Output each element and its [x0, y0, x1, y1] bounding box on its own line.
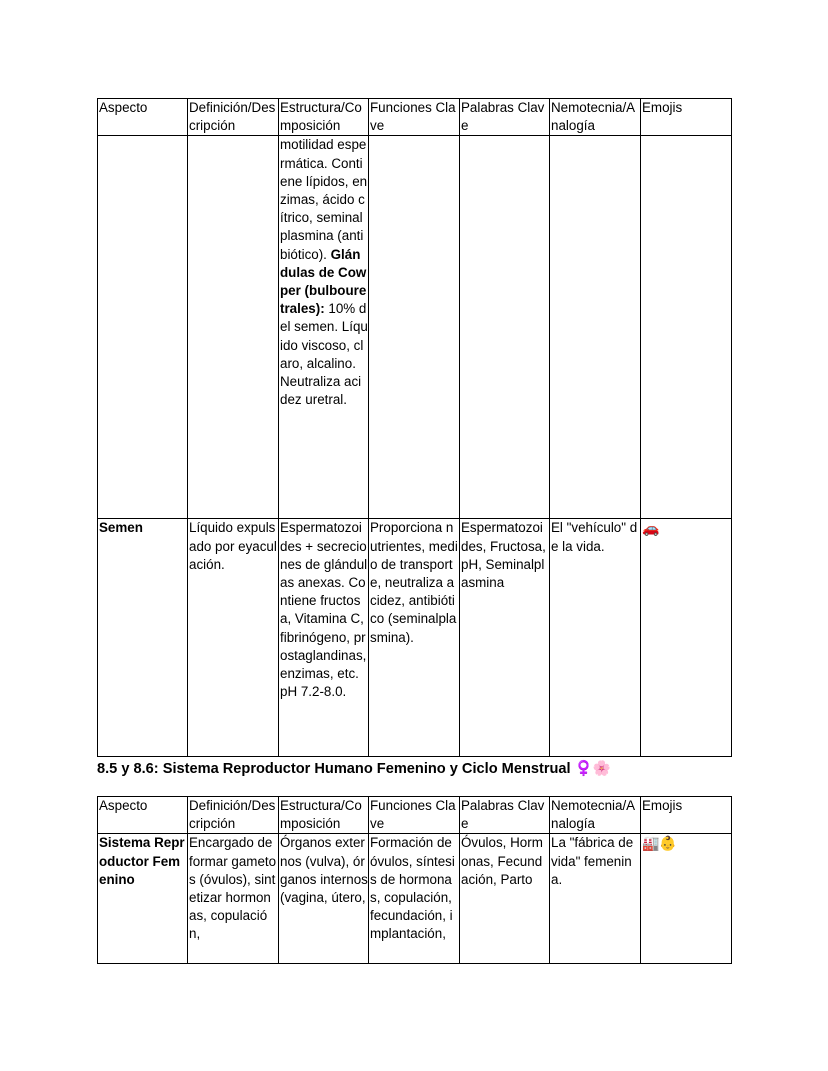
factory-baby-emoji-icon: 🏭👶 [641, 834, 732, 964]
header-funciones: Funciones Clave [369, 797, 460, 834]
header-definicion: Definición/Descripción [188, 797, 279, 834]
cell-definicion [188, 136, 279, 519]
table-male-reproductive-continued [97, 98, 732, 757]
header-funciones: Funciones Clave [369, 99, 460, 136]
cell-aspecto [98, 136, 188, 519]
cell-nemotecnia [550, 136, 641, 519]
header-definicion: Definición/Descripción [188, 99, 279, 136]
cell-definicion: Encargado de formar gametos (óvulos), sintetizar hormonas, copulación, [188, 834, 279, 964]
header-nemotecnia: Nemotecnia/Analogía [550, 797, 641, 834]
table-row-female-system [98, 834, 732, 964]
cell-aspecto: Semen [98, 519, 188, 757]
cell-nemotecnia: El "vehículo" de la vida. [550, 519, 641, 757]
cell-estructura: Órganos externos (vulva), órganos internos (vagina, útero, [279, 834, 369, 964]
header-emojis: Emojis [641, 99, 732, 136]
cell-funciones: Formación de óvulos, síntesis de hormonas, copulación, fecundación, implantación, [369, 834, 460, 964]
table-female-reproductive [97, 796, 732, 964]
cell-estructura: Espermatozoides + secreciones de glándulas anexas. Contiene fructosa, Vitamina C, fibrinógeno, prostaglandinas, enzimas, etc. pH 7.2-8.0. [279, 519, 369, 757]
cell-aspecto: Sistema Reproductor Femenino [98, 834, 188, 964]
header-emojis: Emojis [641, 797, 732, 834]
cell-palabras: Óvulos, Hormonas, Fecundación, Parto [460, 834, 550, 964]
header-aspecto: Aspecto [98, 99, 188, 136]
header-estructura: Estructura/Composición [279, 99, 369, 136]
table-header-row [98, 797, 732, 834]
cowper-glands-label: Glándulas de Cowper (bulbouretrales): [280, 246, 367, 317]
table-row [98, 136, 732, 519]
header-aspecto: Aspecto [98, 797, 188, 834]
structure-text: motilidad espermática. Contiene lípidos, enzimas, ácido cítrico, seminalplasmina (antibiótico). [280, 137, 368, 262]
table-row-semen [98, 519, 732, 757]
header-estructura: Estructura/Composición [279, 797, 369, 834]
cell-funciones: Proporciona nutrientes, medio de transporte, neutraliza acidez, antibiótico (seminalplasmina). [369, 519, 460, 757]
cell-palabras [460, 136, 550, 519]
cowper-glands-text: 10% del semen. Líquido viscoso, claro, alcalino. Neutraliza acidez uretral. [280, 301, 368, 408]
cell-nemotecnia: La "fábrica de vida" femenina. [550, 834, 641, 964]
cell-estructura [279, 136, 369, 519]
car-emoji-icon: 🚗 [641, 519, 732, 757]
cell-funciones [369, 136, 460, 519]
table-header-row [98, 99, 732, 136]
header-nemotecnia: Nemotecnia/Analogía [550, 99, 641, 136]
cell-palabras: Espermatozoides, Fructosa, pH, Seminalplasmina [460, 519, 550, 757]
cell-emojis [641, 136, 732, 519]
cell-definicion: Líquido expulsado por eyaculación. [188, 519, 279, 757]
header-palabras: Palabras Clave [460, 99, 550, 136]
header-palabras: Palabras Clave [460, 797, 550, 834]
section-heading: 8.5 y 8.6: Sistema Reproductor Humano Femenino y Ciclo Menstrual ♀️🌸 [97, 761, 611, 777]
